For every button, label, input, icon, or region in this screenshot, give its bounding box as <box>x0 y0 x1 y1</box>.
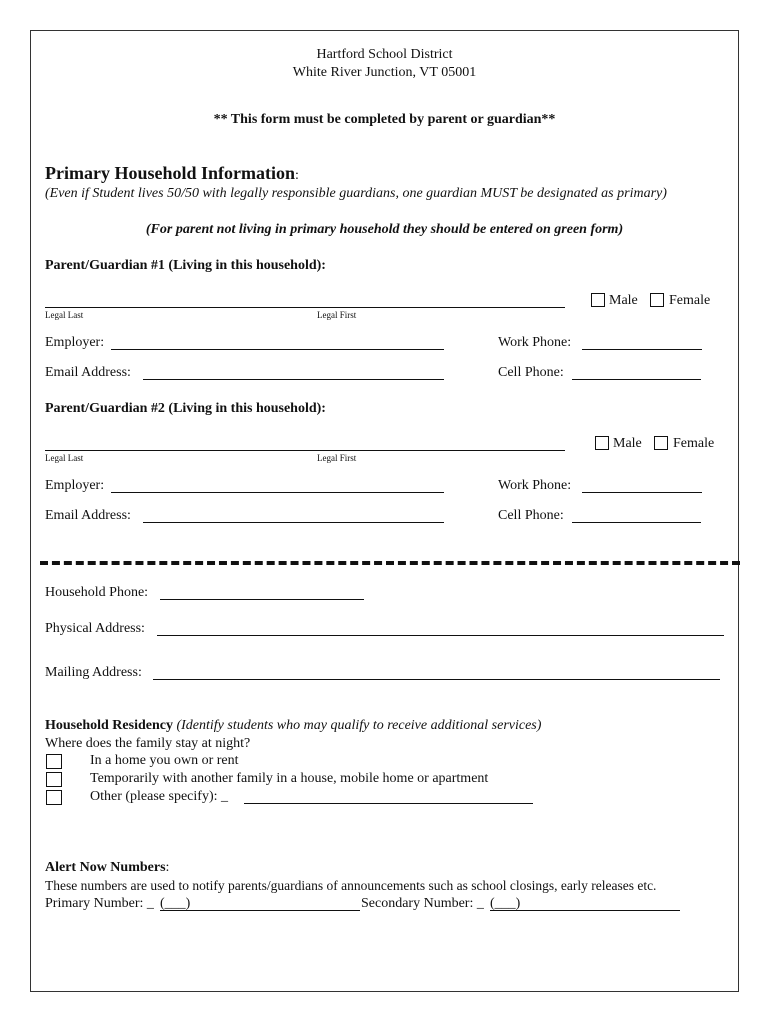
district-address: White River Junction, VT 05001 <box>292 65 477 80</box>
primary-number-area-code: (___) <box>160 896 191 911</box>
guardian2-legal-last-label: Legal Last <box>45 453 84 463</box>
secondary-number-area-code: (___) <box>490 896 521 911</box>
residency-heading <box>45 718 541 734</box>
guardian1-email-field[interactable] <box>143 379 444 380</box>
guardian2-email-label: Email Address: <box>45 508 131 523</box>
physical-address-field[interactable] <box>157 635 724 636</box>
mailing-address-label: Mailing Address: <box>45 665 142 680</box>
district-name: Hartford School District <box>316 47 453 62</box>
guardian2-heading: Parent/Guardian #2 (Living in this household): <box>45 401 326 416</box>
guardian1-cell-phone-label: Cell Phone: <box>498 365 564 380</box>
residency-option2-label: Temporarily with another family in a house, mobile home or apartment <box>90 771 489 786</box>
residency-question: Where does the family stay at night? <box>45 736 251 751</box>
guardian2-cell-phone-field[interactable] <box>572 522 701 523</box>
guardian1-heading: Parent/Guardian #1 (Living in this household): <box>45 258 326 273</box>
guardian2-legal-first-label: Legal First <box>317 453 357 463</box>
guardian2-email-field[interactable] <box>143 522 444 523</box>
alert-title: Alert Now Numbers <box>45 860 166 875</box>
primary-number-field[interactable] <box>160 910 360 911</box>
guardian2-employer-label: Employer: <box>45 478 105 493</box>
section-title-primary <box>45 163 299 184</box>
household-phone-label: Household Phone: <box>45 585 149 600</box>
green-form-note: (For parent not living in primary household they should be entered on green form) <box>145 222 624 237</box>
dashed-separator <box>40 561 740 565</box>
guardian2-name-line[interactable] <box>45 450 565 451</box>
alert-title-colon: : <box>165 860 170 875</box>
guardian2-male-checkbox[interactable] <box>595 436 609 450</box>
guardian1-work-phone-field[interactable] <box>582 349 702 350</box>
guardian1-male-label: Male <box>609 293 638 308</box>
guardian2-cell-phone-label: Cell Phone: <box>498 508 564 523</box>
guardian1-female-checkbox[interactable] <box>650 293 664 307</box>
guardian1-legal-first-label: Legal First <box>317 310 357 320</box>
mailing-address-field[interactable] <box>153 679 720 680</box>
guardian1-work-phone-label: Work Phone: <box>498 335 572 350</box>
guardian1-male-checkbox[interactable] <box>591 293 605 307</box>
alert-description: These numbers are used to notify parents/guardians of announcements such as school closings, early releases etc. <box>45 878 657 893</box>
guardian2-male-label: Male <box>613 436 642 451</box>
residency-title: Household Residency <box>45 718 173 733</box>
guardian2-work-phone-field[interactable] <box>582 492 702 493</box>
secondary-number-label: Secondary Number: _ <box>361 896 484 911</box>
guardian2-employer-field[interactable] <box>111 492 444 493</box>
guardian2-work-phone-label: Work Phone: <box>498 478 572 493</box>
residency-other-field[interactable] <box>244 803 533 804</box>
physical-address-label: Physical Address: <box>45 621 145 636</box>
guardian1-cell-phone-field[interactable] <box>572 379 701 380</box>
residency-option3-checkbox[interactable] <box>46 790 62 805</box>
alert-heading <box>45 860 169 876</box>
primary-title-colon: : <box>295 168 299 183</box>
residency-option1-label: In a home you own or rent <box>90 753 239 768</box>
residency-option3-label: Other (please specify): _ <box>90 789 228 804</box>
guardian1-email-label: Email Address: <box>45 365 131 380</box>
primary-note: (Even if Student lives 50/50 with legally responsible guardians, one guardian MUST be designated as primary) <box>45 186 667 201</box>
guardian1-female-label: Female <box>669 293 711 308</box>
guardian1-name-line[interactable] <box>45 307 565 308</box>
primary-number-label: Primary Number: _ <box>45 896 154 911</box>
residency-option1-checkbox[interactable] <box>46 754 62 769</box>
residency-subtitle: (Identify students who may qualify to receive additional services) <box>176 718 542 733</box>
guardian1-legal-last-label: Legal Last <box>45 310 84 320</box>
residency-option2-checkbox[interactable] <box>46 772 62 787</box>
primary-title: Primary Household Information <box>45 163 295 183</box>
guardian2-female-checkbox[interactable] <box>654 436 668 450</box>
secondary-number-field[interactable] <box>490 910 680 911</box>
guardian1-employer-field[interactable] <box>111 349 444 350</box>
guardian1-employer-label: Employer: <box>45 335 105 350</box>
completion-notice: ** This form must be completed by parent or guardian** <box>213 112 556 127</box>
household-phone-field[interactable] <box>160 599 364 600</box>
guardian2-female-label: Female <box>673 436 715 451</box>
